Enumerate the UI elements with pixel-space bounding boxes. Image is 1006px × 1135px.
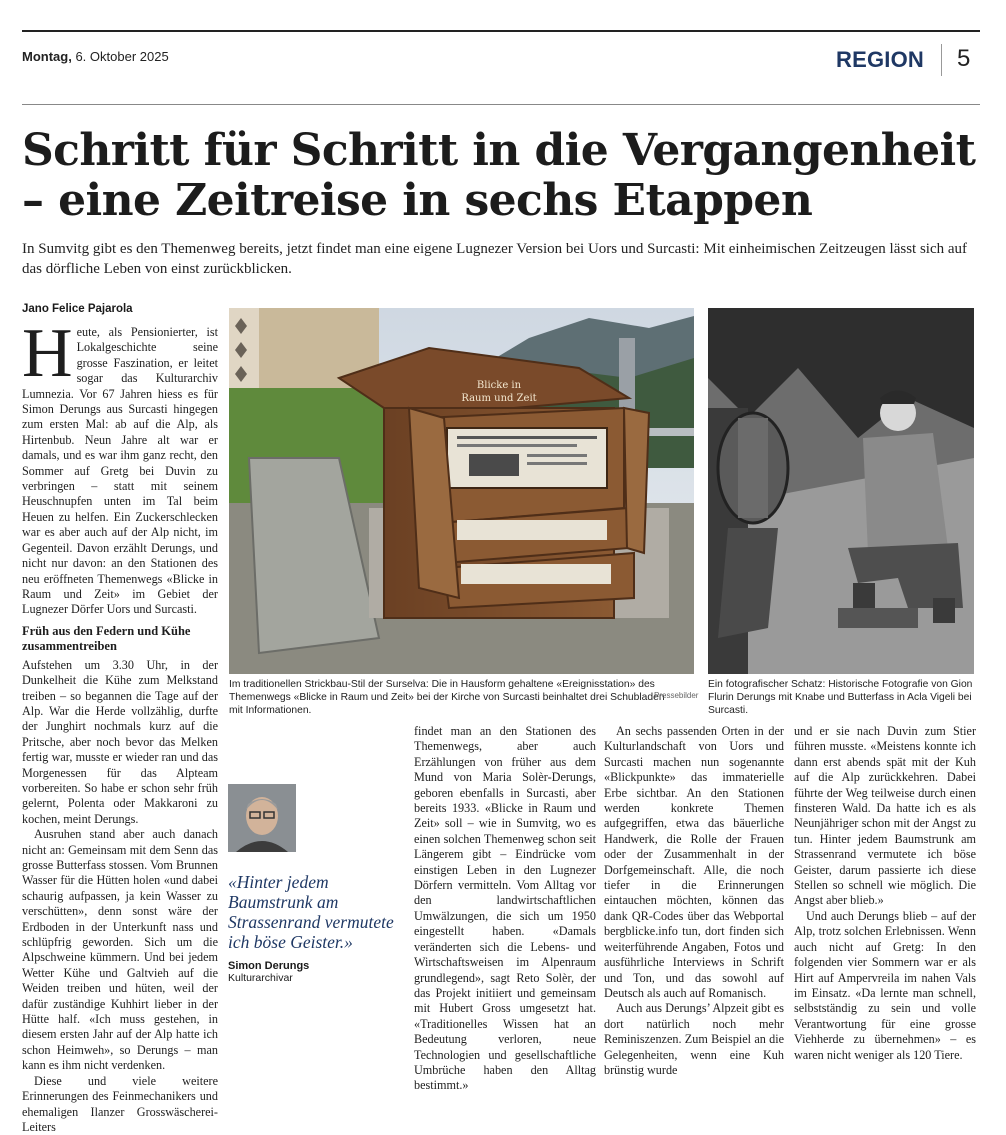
body-paragraph: Aufstehen um 3.30 Uhr, in der Dunkelheit die Kühe zum Melkstand treiben – so begannen die Tage auf der Alp. War die Herde vollzählig, durfte der Junghirt nochmals kurz auf die Pritsche, aber noch bevor das Melken fertig war, musste er wieder ran und das Morgenessen für das Alpteam vorbereiten. So habe er schon sehr früh gelernt, Polenta oder Makkaroni zu kochen, meint Derungs. bbox=[22, 657, 218, 826]
body-paragraph: Auch aus Derungs’ Alpzeit gibt es dort natürlich noch mehr Reminiszenzen. Zum Beispiel an die Gelegenheiten, wenn eine Kuh brünstig wurde bbox=[604, 1001, 784, 1077]
author-byline: Jano Felice Pajarola bbox=[22, 303, 133, 315]
historic-illustration bbox=[708, 308, 974, 674]
photo-historic bbox=[708, 308, 974, 674]
portrait-photo bbox=[228, 784, 296, 852]
body-paragraph: Ausruhen stand aber auch danach nicht an: Gemeinsam mit dem Senn das grosse Butterfass stossen. Vom Brunnen Wasser für die Hütten holen «und dabei schaurig aufpassen, ja kein Wasser zu verschütten», denn sonst wäre der Erdboden in der Unterkunft nass und schlüpfrig geworden. Sich um die Alpschweine kümmern. Und bei jedem Wetter Kühe und Galtvieh auf die Weiden treiben und hüten, weil der dafür zuständige Kuhhirt lieber in der Hütte half. «Ich muss gestehen, in diesem ersten Jahr auf der Alp hatte ich schon Heimweh», so Derungs – man kann es ihm nicht verdenken. bbox=[22, 827, 218, 1073]
photo-caption-historic: Ein fotografischer Schatz: Historische Fotografie von Gion Flurin Derungs mit Knabe und Butterfass in Acla Vigeli bei Surcasti. bbox=[708, 679, 973, 716]
subheading: Früh aus den Federn und Kühe zusammentreiben bbox=[22, 623, 191, 653]
section-label: REGION bbox=[836, 47, 924, 72]
header-divider bbox=[941, 44, 942, 76]
lead-paragraph: In Sumvitg gibt es den Themenweg bereits, jetzt findet man eine eigene Lugnezer Version bei Uors und Surcasti: Mit einheimischen Zeitzeugen lässt sich auf das dörfliche Leben von einst zurückblicken. bbox=[22, 241, 968, 277]
column-4 bbox=[794, 724, 976, 1063]
body-paragraph: Diese und viele weitere Erinnerungen des Feinmechanikers und ehemaligen Ilanzer Grosswäscherei-Leiters bbox=[22, 1073, 218, 1134]
body-paragraph: und er sie nach Duvin zum Stier führen musste. «Meistens konnte ich dann erst abends spät mit der Kuh auf die Alp zurückkehren. Dabei führte der Weg teilweise durch einen finsteren Wald. Da hatte ich es als Neunjähriger schon mit der Angst zu tun. Hinter jedem Baumstrunk am Strassenrand vermutete ich böse Geister, darum passierte ich diese Stellen so schnell wie möglich. Die Angst aber blieb.» bbox=[794, 724, 976, 908]
station-sign-line-2: Raum und Zeit bbox=[461, 393, 537, 404]
top-rule bbox=[22, 30, 980, 32]
drop-cap: H bbox=[22, 315, 73, 392]
column-1 bbox=[22, 315, 218, 1135]
body-paragraph: findet man an den Stationen des Themenwegs, aber auch Erzählungen von früher aus dem Mund von Maria Solèr-Derungs, geboren ebenfalls in Surcasti, aber bereits 1933. «Blicke in Raum und Zeit» soll – wie in Sumvitg, wo es einen solchen Themenweg schon seit Längerem gibt – Eindrücke vom einstigen Leben in den Lugnezer Dörfern vermitteln. Vom Alltag vor den landwirtschaftlichen Umwälzungen, die sich um 1950 eingestellt haben. «Damals veränderten sich die Lebens- und Wirtschaftsweisen im Alpenraum grundlegend», sagt Reto Solèr, der das Projekt initiiert und gemeinsam mit Hubert Gross umgesetzt hat. «Traditionelles Wissen hat an Bedeutung verloren, neue Technologien und gesellschaftliche Umbrüche haben den Alltag bestimmt.» bbox=[414, 724, 596, 1093]
photo-info-station bbox=[229, 308, 694, 674]
station-illustration bbox=[229, 308, 694, 674]
column-2 bbox=[414, 724, 596, 1094]
body-paragraph: An sechs passenden Orten in der Kulturlandschaft von Uors und Surcasti machen nun sogenannte «Blickpunkte» das immaterielle Erbe sichtbar. An den Stationen werden konkrete Themen aufgegriffen, etwa das bäuerliche Handwerk, die Rolle der Frauen oder der Zusammenhalt in der Dorfgemeinschaft. Alle, die noch tiefer in die Erinnerungen eintauchen möchten, können das dank QR-Codes über das Webportal bergblicke.info tun, dort finden sich weiterführende Angaben, Fotos und ausführliche Interviews in Schrift und Ton, und das sowohl auf Deutsch als auch auf Romanisch. bbox=[604, 724, 784, 1000]
quote-attribution-name: Simon Derungs bbox=[228, 960, 310, 972]
headline: Schritt für Schritt in die Vergangenheit – eine Zeitreise in sechs Etappen bbox=[22, 125, 976, 226]
body-paragraph: Heute, als Pensionierter, ist Lokalgeschichte seine grosse Faszination, er leitet sogar das Kulturarchiv Lumnezia. Vor 67 Jahren hiess es für Simon Derungs aus Surcasti hingegen zum ersten Mal: ab auf die Alp, als Hirtenbub. Neun Jahre alt war er damals, und es war ihm ganz recht, den Sommer auf Gretg bei Duvin zu verbringen – statt mit seinem Heuschnupfen unten im Tal beim Heuen zu helfen. Ein Zuckerschlecken war es aber auch auf der Alp nicht, im Gegenteil. Davon erzählt Derungs, und nicht nur davon: an den Stationen des neu eröffneten Themenwegs «Blicke in Raum und Zeit» im Gebiet der Lugnezer Dörfer Uors und Surcasti. bbox=[22, 315, 218, 617]
quote-attribution-role: Kulturarchivar bbox=[228, 972, 293, 984]
quote-text: «Hinter jedem Baumstrunk am Strassenrand vermutete ich böse Geister.» bbox=[228, 872, 394, 952]
station-sign-line-1: Blicke in bbox=[476, 380, 522, 391]
issue-date: Montag, 6. Oktober 2025 bbox=[22, 49, 169, 64]
body-paragraph: Und auch Derungs blieb – auf der Alp, trotz solchen Erlebnissen. Wenn auch nicht auf Gretg: In den folgenden vier Sommern war er als Hirt auf Ampervreila im nahen Vals im Einsatz. «Da lernte man schnell, selbstständig zu sein und volle Verantwortung für eine grosse Viehherde zu übernehmen» – es waren nicht weniger als 120 Tiere. bbox=[794, 908, 976, 1062]
page-number: 5 bbox=[957, 45, 971, 72]
column-3 bbox=[604, 724, 784, 1078]
photo-credit: Pressebilder bbox=[654, 691, 699, 700]
header-rule bbox=[22, 104, 980, 105]
pull-quote bbox=[228, 784, 400, 984]
photo-caption-station: Im traditionellen Strickbau-Stil der Surselva: Die in Hausform gehaltene «Ereignisstation» des Themenwegs «Blicke in Raum und Zeit» bei der Kirche von Surcasti beinhaltet drei Schubladen mit Informationen. bbox=[229, 679, 665, 716]
